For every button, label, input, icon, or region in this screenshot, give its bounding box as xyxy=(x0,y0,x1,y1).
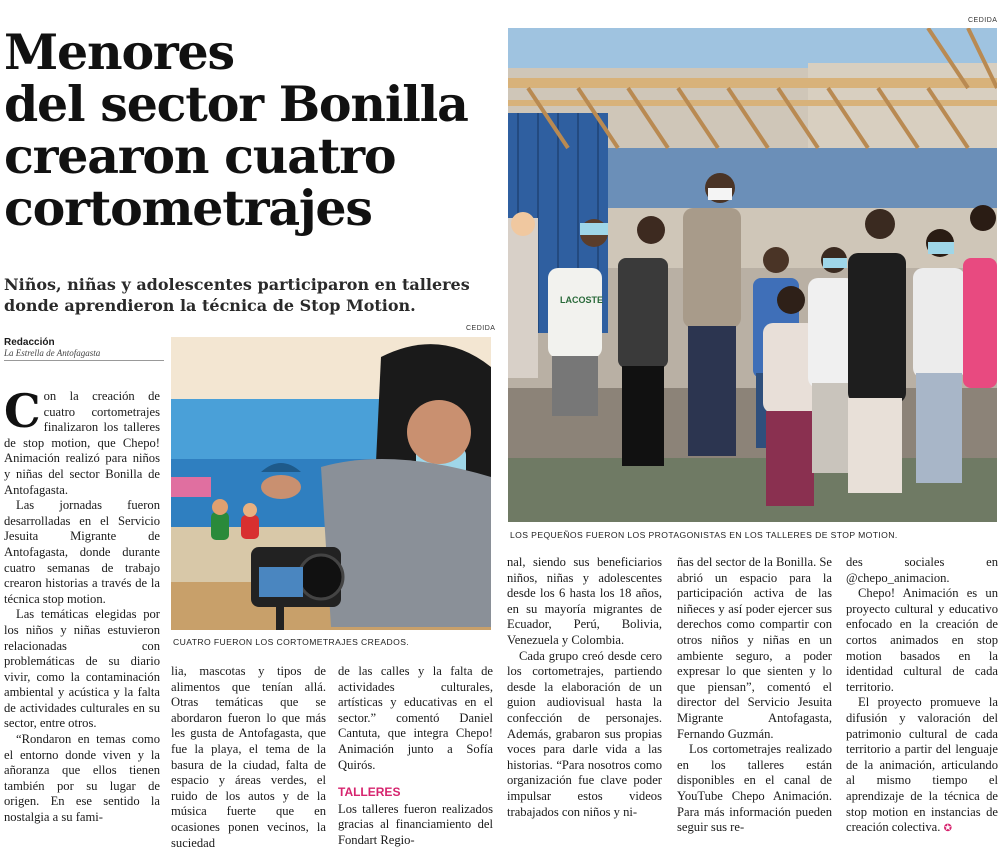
body-paragraph: lia, mascotas y tipos de alimentos que tenían allá. Otras temáticas que se abordaron fueron lo que más les gusta de Antofagasta, que fue la playa, el tema de la basura de la ciudad, falta de espacio y áreas verdes, el ruido de los autos y de la música fuerte que en ocasiones ponen vecinos, la suciedad xyxy=(171,664,326,850)
byline-author: Redacción xyxy=(4,337,55,348)
body-paragraph: des sociales en @chepo_animacion. xyxy=(846,555,998,585)
paragraph-text: on la creación de cuatro cortometrajes finalizaron los talleres de stop motion, que Chepo! Animación realizó para niños y niñas del sector Bonilla de Antofagasta. xyxy=(4,389,160,497)
shirt-lettering: LACOSTE xyxy=(560,295,604,305)
headline xyxy=(4,23,496,237)
body-paragraph xyxy=(846,695,998,836)
body-paragraph: Cada grupo creó desde cero los cortometrajes, partiendo desde la elaboración de un guion audiovisual hasta la confección de personajes. Además, grabaron sus propias voces para darle vida a las historias. “Para nosotros como organización fue clave poder impulsar estos videos trabajados con niños y ni- xyxy=(507,648,662,819)
body-paragraph: de las calles y la falta de actividades culturales, artísticas y educativas en el sector.” comentó Daniel Cantuta, que integra Chepo! Animación junto a Sofía Quirós. xyxy=(338,664,493,772)
headline-line: del sector Bonilla xyxy=(4,75,468,133)
subheadline xyxy=(4,274,500,316)
headline-line: cortometrajes xyxy=(4,179,372,237)
body-paragraph: ñas del sector de la Bonilla. Se abrió un espacio para la participación activa de las niñeces y así poder ejercer sus derechos como compartir con otros niños y niñas en un ambiente seguro, a poder expresar lo que sienten y lo que piensan”, comentó el director del Servicio Jesuita Migrante Antofagasta, Fernando Guzmán. xyxy=(677,555,832,741)
body-paragraph xyxy=(4,384,160,498)
body-paragraph: Los cortometrajes realizado en los talleres están disponibles en el canal de YouTube Chepo Animación. Para más información pueden seguir sus re- xyxy=(677,742,832,835)
secondary-photo-caption: CUATRO FUERON LOS CORTOMETRAJES CREADOS. xyxy=(173,637,410,647)
body-paragraph: “Rondaron en temas como el entorno donde viven y la añoranza que ellos tienen también por su lugar de origen. En ese sentido la nostalgia a su fami- xyxy=(4,732,160,825)
body-paragraph: nal, siendo sus beneficiarios niños, niñas y adolescentes desde los 6 hasta los 18 años, en su mayoría migrantes de Ecuador, Perú, Bolivia, Venezuela y Colombia. xyxy=(507,555,662,647)
body-column-4 xyxy=(507,555,662,820)
photo-credit-top: CEDIDA xyxy=(968,17,998,24)
body-column-6 xyxy=(846,555,998,837)
body-column-5 xyxy=(677,555,832,836)
body-paragraph: Los talleres fueron realizados gracias al financiamiento del Fondart Regio- xyxy=(338,801,493,847)
subheadline-line: Niños, niñas y adolescentes participaron en talleres xyxy=(4,275,470,294)
body-column-2 xyxy=(171,664,326,851)
secondary-photo xyxy=(171,337,491,630)
paragraph-text: El proyecto promueve la difusión y valoración del patrimonio cultural de cada territorio a partir del lenguaje de la animación, articulando al mismo tiempo el aprendizaje de la técnica de stop motion en instancias de creación colectiva. xyxy=(846,695,998,835)
section-heading: TALLERES xyxy=(338,785,401,800)
byline xyxy=(4,337,164,361)
drop-cap: C xyxy=(4,384,41,438)
subheadline-line: donde aprendieron la técnica de Stop Motion. xyxy=(4,296,416,315)
headline-line: Menores xyxy=(4,23,234,81)
body-paragraph: Las jornadas fueron desarrolladas en el Servicio Jesuita Migrante de Antofagasta, donde durante cuatro semanas de trabajo crearon historias a través de la técnica stop motion. xyxy=(4,498,160,606)
main-photo-caption: LOS PEQUEÑOS FUERON LOS PROTAGONISTAS EN LOS TALLERES DE STOP MOTION. xyxy=(510,530,898,540)
body-column-1 xyxy=(4,384,160,826)
body-paragraph: Chepo! Animación es un proyecto cultural y educativo enfocado en la creación de cortos animados en stop motion basados en la identidad cultural de cada territorio. xyxy=(846,586,998,694)
secondary-photo-credit: CEDIDA xyxy=(466,325,496,332)
headline-line: crearon cuatro xyxy=(4,127,396,185)
body-paragraph: Las temáticas elegidas por los niños y niñas estuvieron relacionadas con problemáticas de su diario vivir, como la contaminación ambiental y acústica y la falta de actividades culturales en su sector, entre otros. xyxy=(4,607,160,731)
end-mark-icon: ✪ xyxy=(943,823,952,835)
main-photo xyxy=(508,28,997,522)
body-column-3 xyxy=(338,664,493,849)
byline-source: La Estrella de Antofagasta xyxy=(4,348,101,358)
